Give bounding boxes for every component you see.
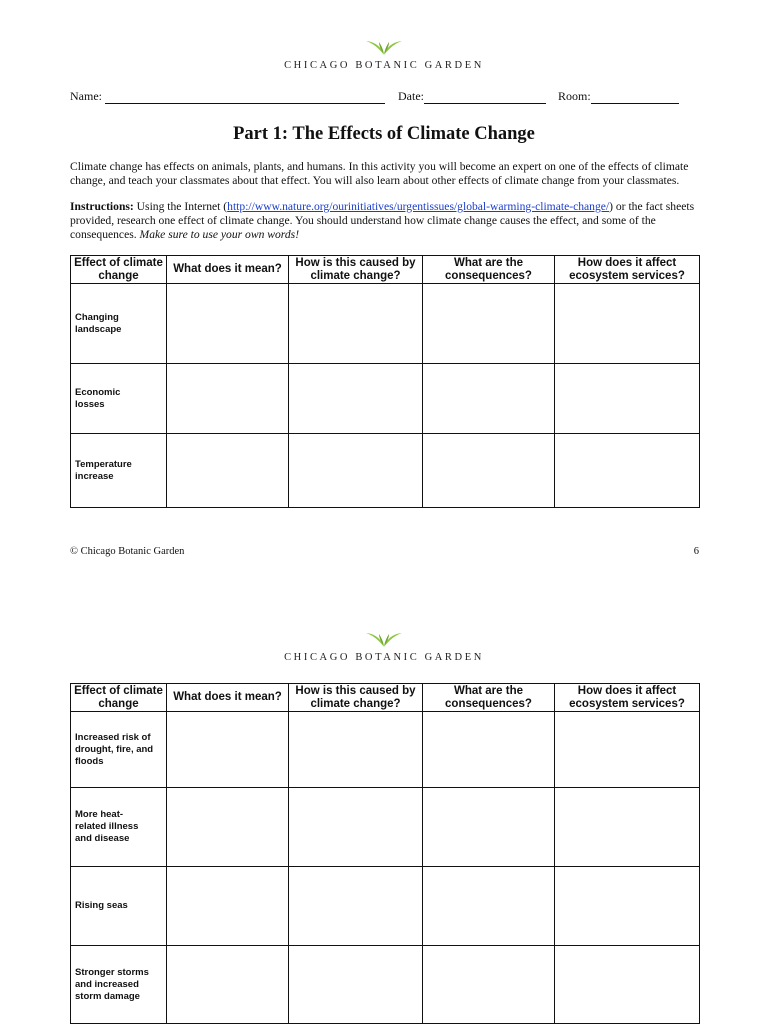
table-row [71, 867, 700, 946]
answer-cell[interactable] [167, 867, 289, 946]
row-label [71, 364, 167, 434]
answer-cell[interactable] [289, 788, 423, 867]
answer-cell[interactable] [555, 946, 700, 1024]
table-header-row [71, 256, 700, 284]
answer-cell[interactable] [423, 434, 555, 508]
instructions-paragraph [70, 200, 710, 242]
row-label [71, 946, 167, 1024]
room-blank[interactable] [591, 91, 679, 104]
leaf-logo-icon [364, 38, 404, 56]
page-title: Part 1: The Effects of Climate Change [233, 124, 535, 144]
answer-cell[interactable] [555, 788, 700, 867]
row-label [71, 712, 167, 788]
answer-cell[interactable] [423, 946, 555, 1024]
student-info-fields [70, 89, 700, 105]
answer-cell[interactable] [167, 712, 289, 788]
answer-cell[interactable] [289, 364, 423, 434]
logo-text: CHICAGO BOTANIC GARDEN [284, 60, 484, 71]
logo [0, 630, 768, 663]
intro-paragraph: Climate change has effects on animals, plants, and humans. In this activity you will become an expert on one of the effects of climate change, and teach your classmates about that effect. You will also learn about other effects of climate change from your classmates. [70, 160, 689, 187]
instructions-emphasis: Make sure to use your own words! [139, 228, 300, 241]
row-label [71, 434, 167, 508]
header-cause: How is this caused by climate change? [289, 256, 423, 284]
answer-cell[interactable] [423, 867, 555, 946]
table-header-row [71, 684, 700, 712]
row-label-text: Rising seas [75, 900, 128, 911]
logo-text: CHICAGO BOTANIC GARDEN [284, 652, 484, 663]
answer-cell[interactable] [555, 364, 700, 434]
answer-cell[interactable] [167, 788, 289, 867]
row-label-text: Temperature increase [75, 458, 132, 482]
answer-cell[interactable] [423, 788, 555, 867]
header-meaning: What does it mean? [167, 256, 289, 284]
row-label [71, 284, 167, 364]
answer-cell[interactable] [167, 946, 289, 1024]
table-row [71, 434, 700, 508]
page-footer [70, 546, 699, 557]
copyright-text: © Chicago Botanic Garden [70, 546, 185, 557]
header-effect: Effect of climate change [71, 684, 167, 712]
header-cause: How is this caused by climate change? [289, 684, 423, 712]
nature-org-link[interactable]: http://www.nature.org/ourinitiatives/urgentissues/global-warming-climate-change/ [227, 200, 610, 213]
room-label: Room: [558, 89, 591, 103]
table-row [71, 284, 700, 364]
date-field[interactable] [398, 89, 546, 104]
instructions-label: Instructions: [70, 200, 134, 213]
row-label-text: Changing landscape [75, 311, 122, 335]
answer-cell[interactable] [555, 867, 700, 946]
answer-cell[interactable] [167, 364, 289, 434]
row-label [71, 867, 167, 946]
answer-cell[interactable] [289, 712, 423, 788]
table-row [71, 712, 700, 788]
answer-cell[interactable] [289, 284, 423, 364]
answer-cell[interactable] [289, 946, 423, 1024]
effects-table-1 [70, 255, 700, 508]
row-label [71, 788, 167, 867]
name-label: Name: [70, 89, 102, 103]
table-row [71, 946, 700, 1024]
header-effect: Effect of climate change [71, 256, 167, 284]
header-ecosystem-services: How does it affect ecosystem services? [555, 256, 700, 284]
answer-cell[interactable] [555, 284, 700, 364]
answer-cell[interactable] [423, 284, 555, 364]
answer-cell[interactable] [423, 712, 555, 788]
instructions-text-after: ) or the fact sheets provided, research one effect of climate change. You should understand how climate change causes the effect, and some of the consequences. [70, 200, 695, 241]
date-blank[interactable] [424, 91, 546, 104]
leaf-logo-icon [364, 630, 404, 648]
name-blank[interactable] [105, 91, 385, 104]
answer-cell[interactable] [555, 712, 700, 788]
table-row [71, 364, 700, 434]
row-label-text: Stronger storms and increased storm damage [75, 966, 149, 1002]
header-consequences: What are the consequences? [423, 256, 555, 284]
name-field[interactable] [70, 89, 385, 104]
header-consequences: What are the consequences? [423, 684, 555, 712]
date-label: Date: [398, 89, 424, 103]
answer-cell[interactable] [167, 434, 289, 508]
header-meaning: What does it mean? [167, 684, 289, 712]
effects-table-2 [70, 683, 700, 1024]
logo [0, 38, 768, 71]
room-field[interactable] [558, 89, 679, 104]
answer-cell[interactable] [289, 867, 423, 946]
worksheet-page-2 [0, 600, 768, 1024]
header-ecosystem-services: How does it affect ecosystem services? [555, 684, 700, 712]
instructions-text-before: Using the Internet ( [133, 200, 228, 213]
row-label-text: Economic losses [75, 386, 121, 410]
answer-cell[interactable] [423, 364, 555, 434]
answer-cell[interactable] [555, 434, 700, 508]
row-label-text: More heat-related illness and disease [75, 809, 139, 844]
answer-cell[interactable] [289, 434, 423, 508]
page-number: 6 [693, 546, 699, 557]
answer-cell[interactable] [167, 284, 289, 364]
row-label-text: Increased risk of drought, fire, and floods [75, 731, 154, 767]
table-row [71, 788, 700, 867]
